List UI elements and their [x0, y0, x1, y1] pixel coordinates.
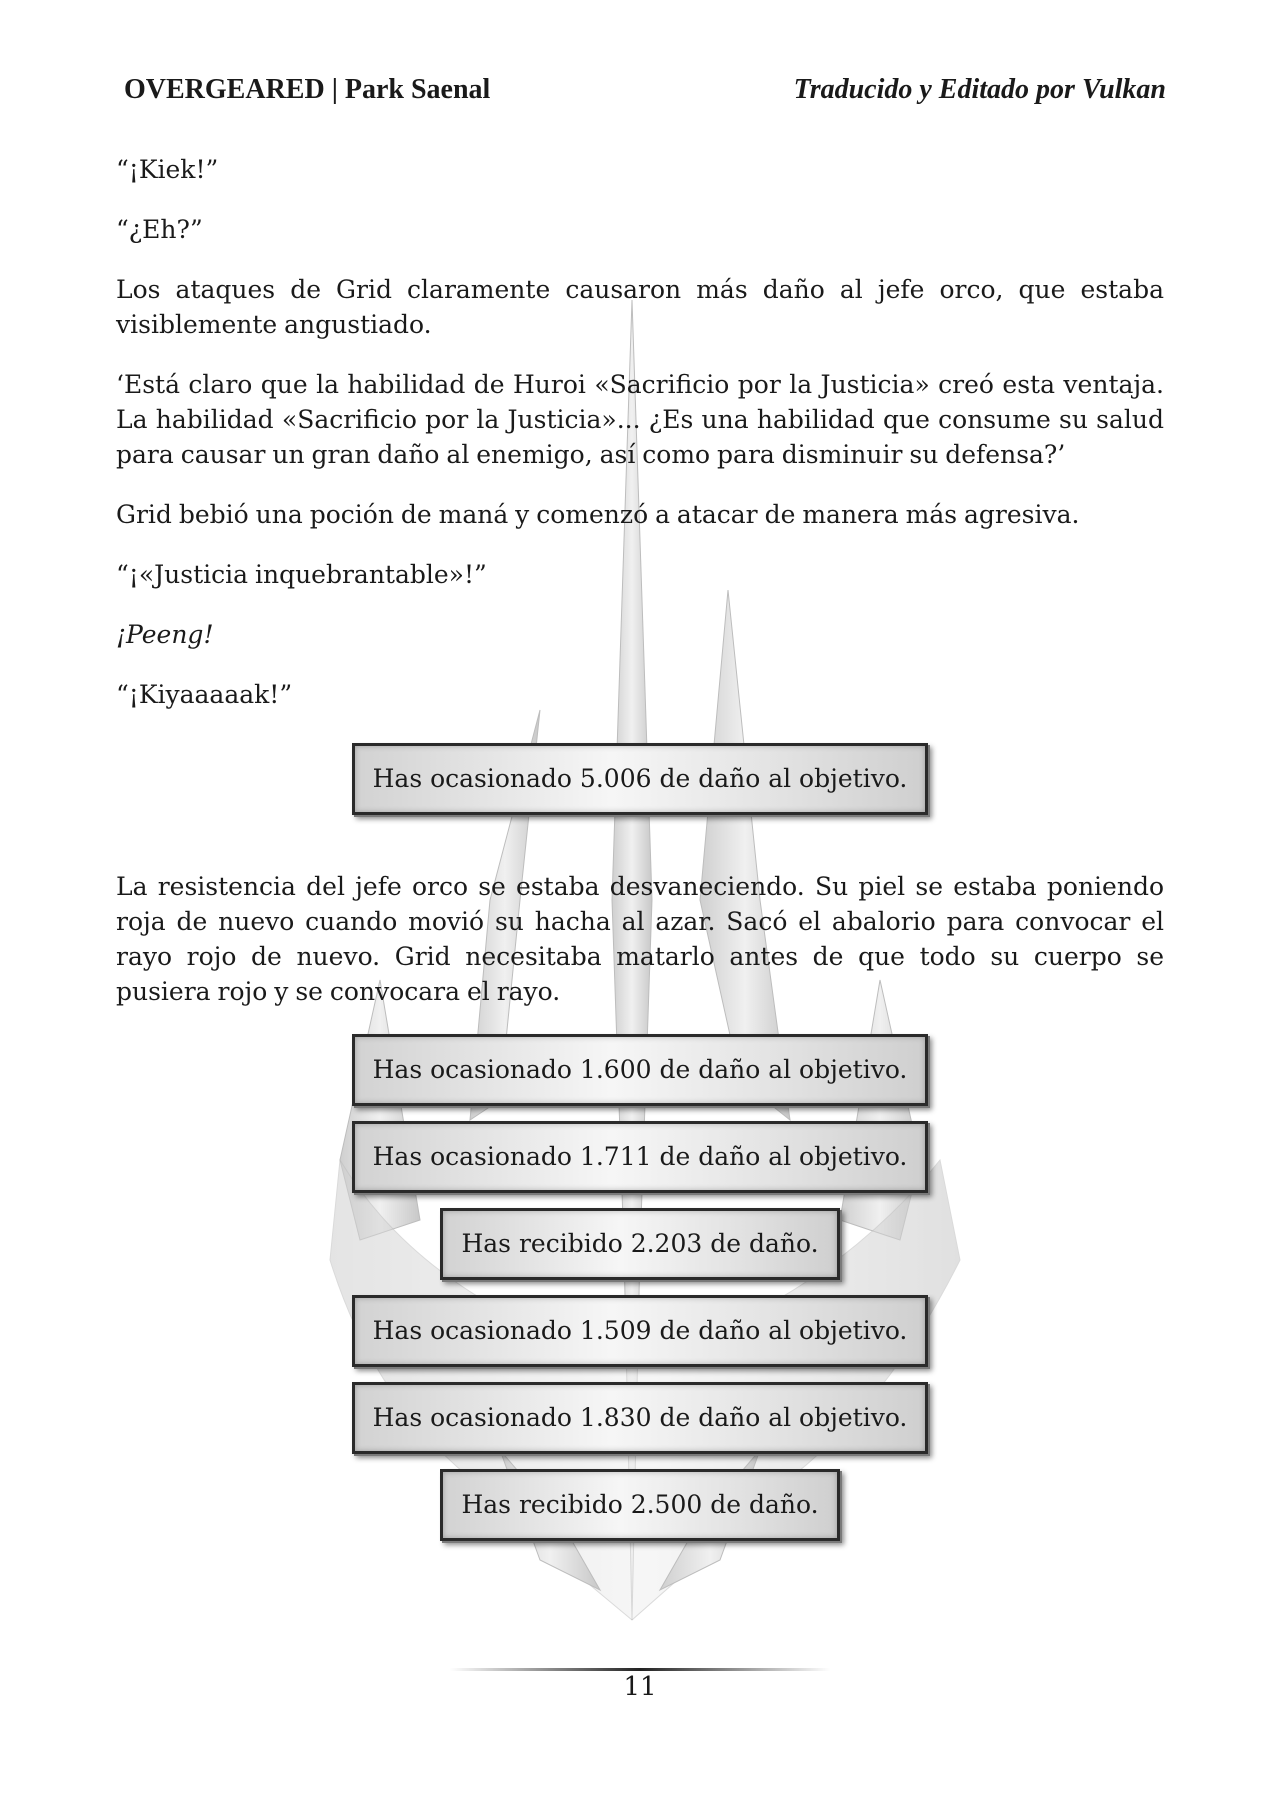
paragraph: “¿Eh?” [116, 215, 203, 244]
system-message-box: Has recibido 2.203 de daño. [440, 1208, 839, 1280]
book-title: OVERGEARED | Park Saenal [124, 74, 491, 105]
sound-effect: ¡Peeng! [116, 620, 214, 649]
system-message-box: Has recibido 2.500 de daño. [440, 1469, 839, 1541]
system-message-box: Has ocasionado 1.830 de daño al objetivo. [352, 1382, 929, 1454]
system-message-box: Has ocasionado 5.006 de daño al objetivo. [352, 743, 929, 815]
system-message-row [116, 1208, 1164, 1280]
system-message-row [116, 1382, 1164, 1454]
system-message-row [116, 1034, 1164, 1106]
system-message-group [116, 1034, 1164, 1541]
page-number: 11 [623, 1672, 657, 1702]
system-message-box: Has ocasionado 1.600 de daño al objetivo. [352, 1034, 929, 1106]
paragraph: “¡Kiyaaaaak!” [116, 680, 293, 709]
paragraph: “¡Kiek!” [116, 155, 219, 184]
translator-credit: Traducido y Editado por Vulkan [793, 74, 1166, 105]
system-message-row [116, 1295, 1164, 1367]
system-message-box: Has ocasionado 1.711 de daño al objetivo. [352, 1121, 929, 1193]
paragraph: Los ataques de Grid claramente causaron más daño al jefe orco, que estaba visiblemente angustiado. [116, 275, 1164, 339]
system-message-box: Has ocasionado 1.509 de daño al objetivo. [352, 1295, 929, 1367]
paragraph: ‘Está claro que la habilidad de Huroi «Sacrificio por la Justicia» creó esta ventaja. La habilidad «Sacrificio por la Justicia»... ¿Es una habilidad que consume su salud para causar un gran daño al enemigo, así como para disminuir su defensa?’ [116, 370, 1164, 469]
paragraph: Grid bebió una poción de maná y comenzó a atacar de manera más agresiva. [116, 500, 1080, 529]
page-header [124, 74, 1166, 110]
paragraph: “¡«Justicia inquebrantable»!” [116, 560, 487, 589]
system-message-row [116, 737, 1164, 869]
system-message-row [116, 1121, 1164, 1193]
system-message-row [116, 1469, 1164, 1541]
paragraph: La resistencia del jefe orco se estaba desvaneciendo. Su piel se estaba poniendo roja de nuevo cuando movió su hacha al azar. Sacó el abalorio para convocar el rayo rojo de nuevo. Grid necesitaba matarlo antes de que todo su cuerpo se pusiera rojo y se convocara el rayo. [116, 872, 1164, 1006]
page-content [116, 152, 1164, 1556]
